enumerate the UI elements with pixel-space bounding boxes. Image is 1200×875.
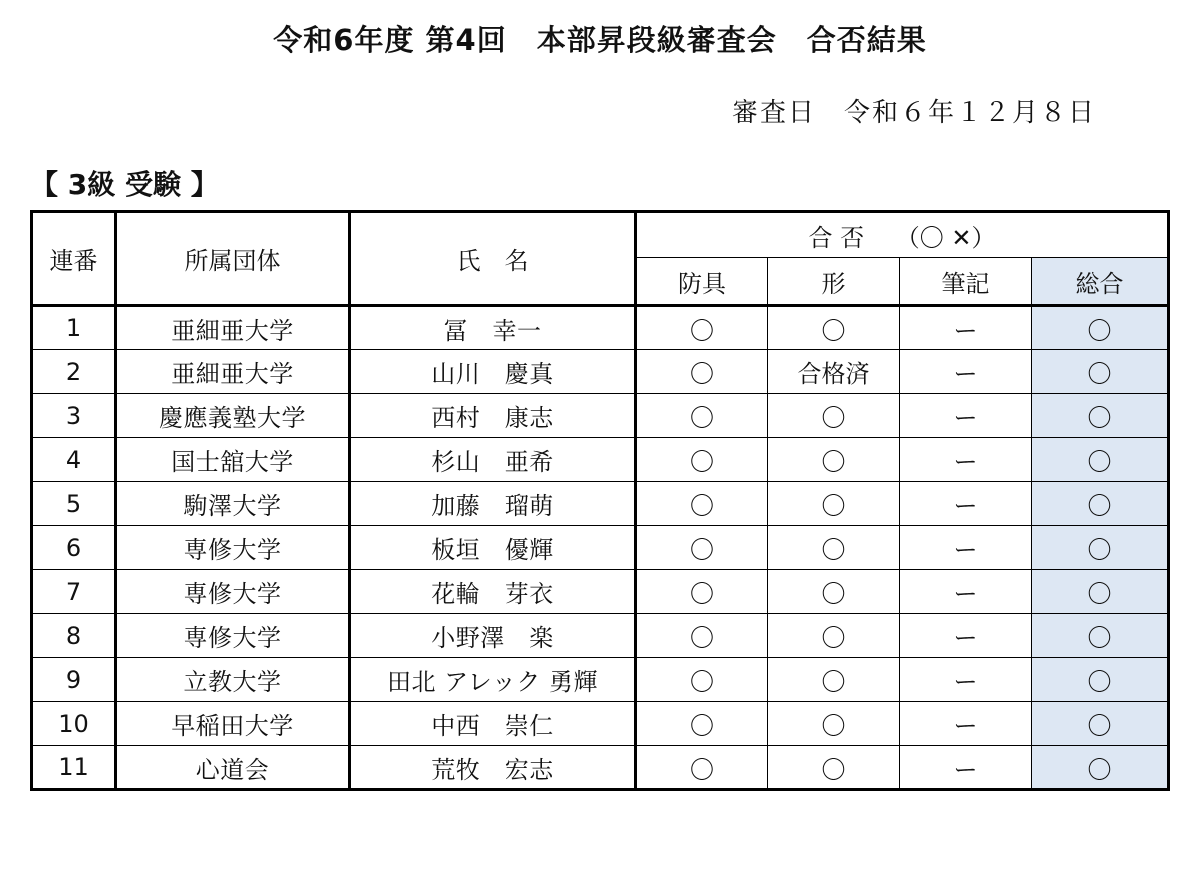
row-kata: 〇 xyxy=(768,394,900,438)
row-kata: 〇 xyxy=(768,746,900,790)
row-total: 〇 xyxy=(1032,438,1169,482)
row-total: 〇 xyxy=(1032,570,1169,614)
section-heading: 【 3級 受験 】 xyxy=(30,168,219,201)
header-total: 総合 xyxy=(1032,258,1169,306)
row-no: 4 xyxy=(32,438,116,482)
row-kata: 〇 xyxy=(768,570,900,614)
header-affiliation: 所属団体 xyxy=(116,212,350,306)
row-affiliation: 早稲田大学 xyxy=(116,702,350,746)
row-kata: 合格済 xyxy=(768,350,900,394)
row-name: 板垣 優輝 xyxy=(350,526,636,570)
exam-date: 審査日 令和６年１２月８日 xyxy=(731,98,1096,128)
table-row xyxy=(32,570,1169,614)
row-written: ー xyxy=(900,482,1032,526)
row-total: 〇 xyxy=(1032,614,1169,658)
table-row xyxy=(32,306,1169,350)
row-written: ー xyxy=(900,658,1032,702)
row-name: 荒牧 宏志 xyxy=(350,746,636,790)
row-kata: 〇 xyxy=(768,306,900,350)
row-name: 山川 慶真 xyxy=(350,350,636,394)
row-no: 1 xyxy=(32,306,116,350)
row-no: 3 xyxy=(32,394,116,438)
row-no: 7 xyxy=(32,570,116,614)
table-row xyxy=(32,526,1169,570)
row-affiliation: 駒澤大学 xyxy=(116,482,350,526)
row-no: 8 xyxy=(32,614,116,658)
header-written: 筆記 xyxy=(900,258,1032,306)
row-written: ー xyxy=(900,394,1032,438)
row-affiliation: 亜細亜大学 xyxy=(116,306,350,350)
row-name: 加藤 瑠萌 xyxy=(350,482,636,526)
row-total: 〇 xyxy=(1032,658,1169,702)
row-affiliation: 亜細亜大学 xyxy=(116,350,350,394)
row-bogu: 〇 xyxy=(636,306,768,350)
table-body xyxy=(32,306,1169,790)
row-bogu: 〇 xyxy=(636,526,768,570)
row-affiliation: 心道会 xyxy=(116,746,350,790)
row-total: 〇 xyxy=(1032,746,1169,790)
row-affiliation: 専修大学 xyxy=(116,570,350,614)
table-row xyxy=(32,350,1169,394)
header-kata: 形 xyxy=(768,258,900,306)
row-kata: 〇 xyxy=(768,614,900,658)
header-no: 連番 xyxy=(32,212,116,306)
table-header xyxy=(32,212,1169,306)
row-bogu: 〇 xyxy=(636,702,768,746)
row-bogu: 〇 xyxy=(636,438,768,482)
row-total: 〇 xyxy=(1032,350,1169,394)
row-total: 〇 xyxy=(1032,702,1169,746)
header-result-group: 合 否 （〇 ✕） xyxy=(636,212,1169,258)
row-total: 〇 xyxy=(1032,394,1169,438)
table-row xyxy=(32,394,1169,438)
row-written: ー xyxy=(900,438,1032,482)
row-bogu: 〇 xyxy=(636,570,768,614)
row-kata: 〇 xyxy=(768,482,900,526)
row-written: ー xyxy=(900,350,1032,394)
row-total: 〇 xyxy=(1032,306,1169,350)
row-no: 11 xyxy=(32,746,116,790)
results-table xyxy=(30,210,1170,791)
row-written: ー xyxy=(900,746,1032,790)
row-affiliation: 専修大学 xyxy=(116,526,350,570)
row-written: ー xyxy=(900,306,1032,350)
row-affiliation: 立教大学 xyxy=(116,658,350,702)
table-row xyxy=(32,614,1169,658)
row-written: ー xyxy=(900,702,1032,746)
row-affiliation: 慶應義塾大学 xyxy=(116,394,350,438)
row-total: 〇 xyxy=(1032,526,1169,570)
row-bogu: 〇 xyxy=(636,482,768,526)
row-written: ー xyxy=(900,614,1032,658)
row-no: 9 xyxy=(32,658,116,702)
row-kata: 〇 xyxy=(768,658,900,702)
row-kata: 〇 xyxy=(768,702,900,746)
row-name: 花輪 芽衣 xyxy=(350,570,636,614)
row-no: 10 xyxy=(32,702,116,746)
row-name: 杉山 亜希 xyxy=(350,438,636,482)
header-name: 氏 名 xyxy=(350,212,636,306)
row-kata: 〇 xyxy=(768,526,900,570)
row-no: 5 xyxy=(32,482,116,526)
header-bogu: 防具 xyxy=(636,258,768,306)
row-total: 〇 xyxy=(1032,482,1169,526)
row-affiliation: 専修大学 xyxy=(116,614,350,658)
row-name: 中西 崇仁 xyxy=(350,702,636,746)
page-title: 令和6年度 第4回 本部昇段級審査会 合否結果 xyxy=(273,23,927,57)
row-bogu: 〇 xyxy=(636,746,768,790)
row-no: 2 xyxy=(32,350,116,394)
row-written: ー xyxy=(900,570,1032,614)
row-name: 小野澤 楽 xyxy=(350,614,636,658)
row-written: ー xyxy=(900,526,1032,570)
table-row xyxy=(32,702,1169,746)
row-bogu: 〇 xyxy=(636,658,768,702)
row-name: 冨 幸一 xyxy=(350,306,636,350)
row-bogu: 〇 xyxy=(636,350,768,394)
row-name: 西村 康志 xyxy=(350,394,636,438)
row-bogu: 〇 xyxy=(636,394,768,438)
row-affiliation: 国士舘大学 xyxy=(116,438,350,482)
row-kata: 〇 xyxy=(768,438,900,482)
table-row xyxy=(32,438,1169,482)
row-no: 6 xyxy=(32,526,116,570)
table-row xyxy=(32,482,1169,526)
row-name: 田北 アレック 勇輝 xyxy=(350,658,636,702)
table-row xyxy=(32,746,1169,790)
row-bogu: 〇 xyxy=(636,614,768,658)
table-row xyxy=(32,658,1169,702)
